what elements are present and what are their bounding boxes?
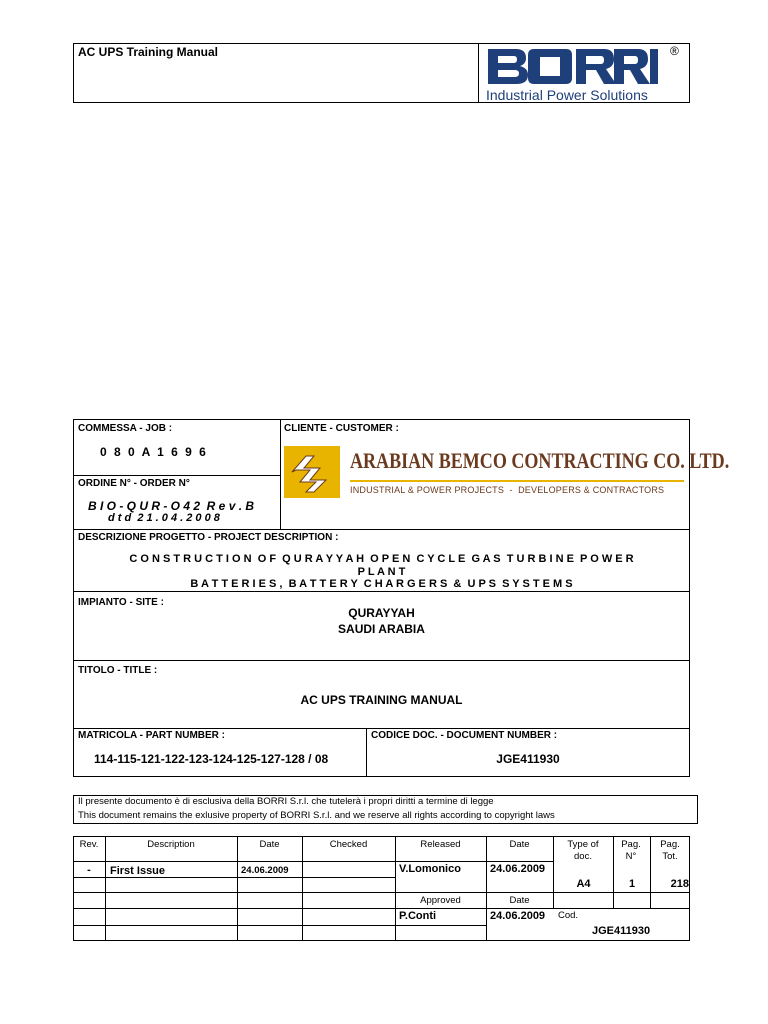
approved-date: 24.06.2009 — [490, 910, 546, 922]
order-label: ORDINE N° - ORDER N° — [78, 478, 190, 489]
bemco-tagline: INDUSTRIAL & POWER PROJECTS - DEVELOPERS & CONTRACTORS — [350, 485, 665, 495]
row-line — [73, 892, 690, 893]
borri-tagline: Industrial Power Solutions — [486, 87, 648, 103]
document-value: JGE411930 — [496, 752, 560, 766]
header-divider — [478, 43, 479, 103]
borri-logo — [484, 46, 688, 102]
row1-date: 24.06.2009 — [241, 865, 289, 876]
project-line-2: P L A N T — [357, 566, 406, 578]
customer-label: CLIENTE - CUSTOMER : — [284, 423, 399, 434]
header-date: Date — [259, 839, 280, 850]
title-label: TITOLO - TITLE : — [78, 665, 158, 676]
header-page-no: Pag. N° — [621, 839, 641, 862]
job-order-divider — [73, 475, 281, 476]
col-line — [650, 836, 651, 909]
approved-date-label: Date — [509, 895, 530, 906]
approved-label: Approved — [420, 895, 461, 906]
row-line — [73, 877, 396, 878]
project-line-1: C O N S T R U C T I O N O F Q U R A Y Y A H O P E N C Y C L E G A S T U R B I N E P O W E R — [129, 553, 634, 565]
bemco-logo — [284, 446, 730, 500]
header-page-tot: Pag. Tot. — [660, 839, 680, 862]
order-date: d t d 2 1 . 0 4 . 2 0 0 8 — [108, 512, 220, 524]
copyright-italian: Il presente documento è di esclusiva della BORRI S.r.l. che tutelerà i propri diritti a termine di legge — [78, 796, 494, 807]
row-line — [73, 925, 487, 926]
bemco-logo-mark — [284, 446, 340, 498]
header-released-date: Date — [509, 839, 530, 850]
row1-type-of-doc: A4 — [576, 878, 591, 890]
copyright-english: This document remains the exlusive property of BORRI S.r.l. and we reserve all rights according to copyright laws — [78, 810, 555, 821]
project-label: DESCRIZIONE PROGETTO - PROJECT DESCRIPTION : — [78, 532, 339, 543]
registered-mark: ® — [670, 44, 679, 58]
row-line — [73, 908, 690, 909]
borri-logo-mark — [486, 46, 658, 86]
part-value: 114-115-121-122-123-124-125-127-128 / 08 — [94, 752, 329, 766]
part-label: MATRICOLA - PART NUMBER : — [78, 730, 226, 741]
header-checked: Checked — [329, 839, 368, 850]
cod-label: Cod. — [558, 910, 579, 921]
col-line — [553, 836, 554, 909]
header-released: Released — [420, 839, 461, 850]
row1-rev: - — [87, 864, 91, 876]
order-value: B I O - Q U R - O 4 2 R e v . B — [88, 499, 255, 513]
row1-released-date: 24.06.2009 — [490, 863, 546, 875]
header-description: Description — [147, 839, 195, 850]
cod-value: JGE411930 — [592, 925, 651, 937]
col-line — [613, 836, 614, 909]
project-line-3: B A T T E R I E S , B A T T E R Y C H A R G E R S & U P S S Y S T E M S — [190, 578, 573, 590]
job-label: COMMESSA - JOB : — [78, 423, 173, 434]
title-value: AC UPS TRAINING MANUAL — [300, 693, 463, 707]
row-line — [73, 861, 554, 862]
row1-page-no: 1 — [628, 878, 636, 890]
approved-by: P.Conti — [399, 910, 437, 922]
site-label: IMPIANTO - SITE : — [78, 597, 164, 608]
row1-released: V.Lomonico — [399, 863, 461, 875]
row1-page-tot: 218 — [670, 878, 689, 890]
job-value: 0 8 0 A 1 6 9 6 — [100, 445, 208, 459]
header-type-of-doc: Type of doc. — [567, 839, 599, 862]
bemco-company-name: ARABIAN BEMCO CONTRACTING CO. LTD. — [350, 448, 730, 473]
header-rev: Rev. — [79, 839, 99, 850]
site-line-1: QURAYYAH — [348, 606, 415, 620]
row1-description: First Issue — [110, 865, 166, 877]
bemco-rule — [350, 480, 684, 482]
manual-title: AC UPS Training Manual — [78, 45, 219, 59]
document-label: CODICE DOC. - DOCUMENT NUMBER : — [371, 730, 558, 741]
site-line-2: SAUDI ARABIA — [338, 622, 425, 636]
